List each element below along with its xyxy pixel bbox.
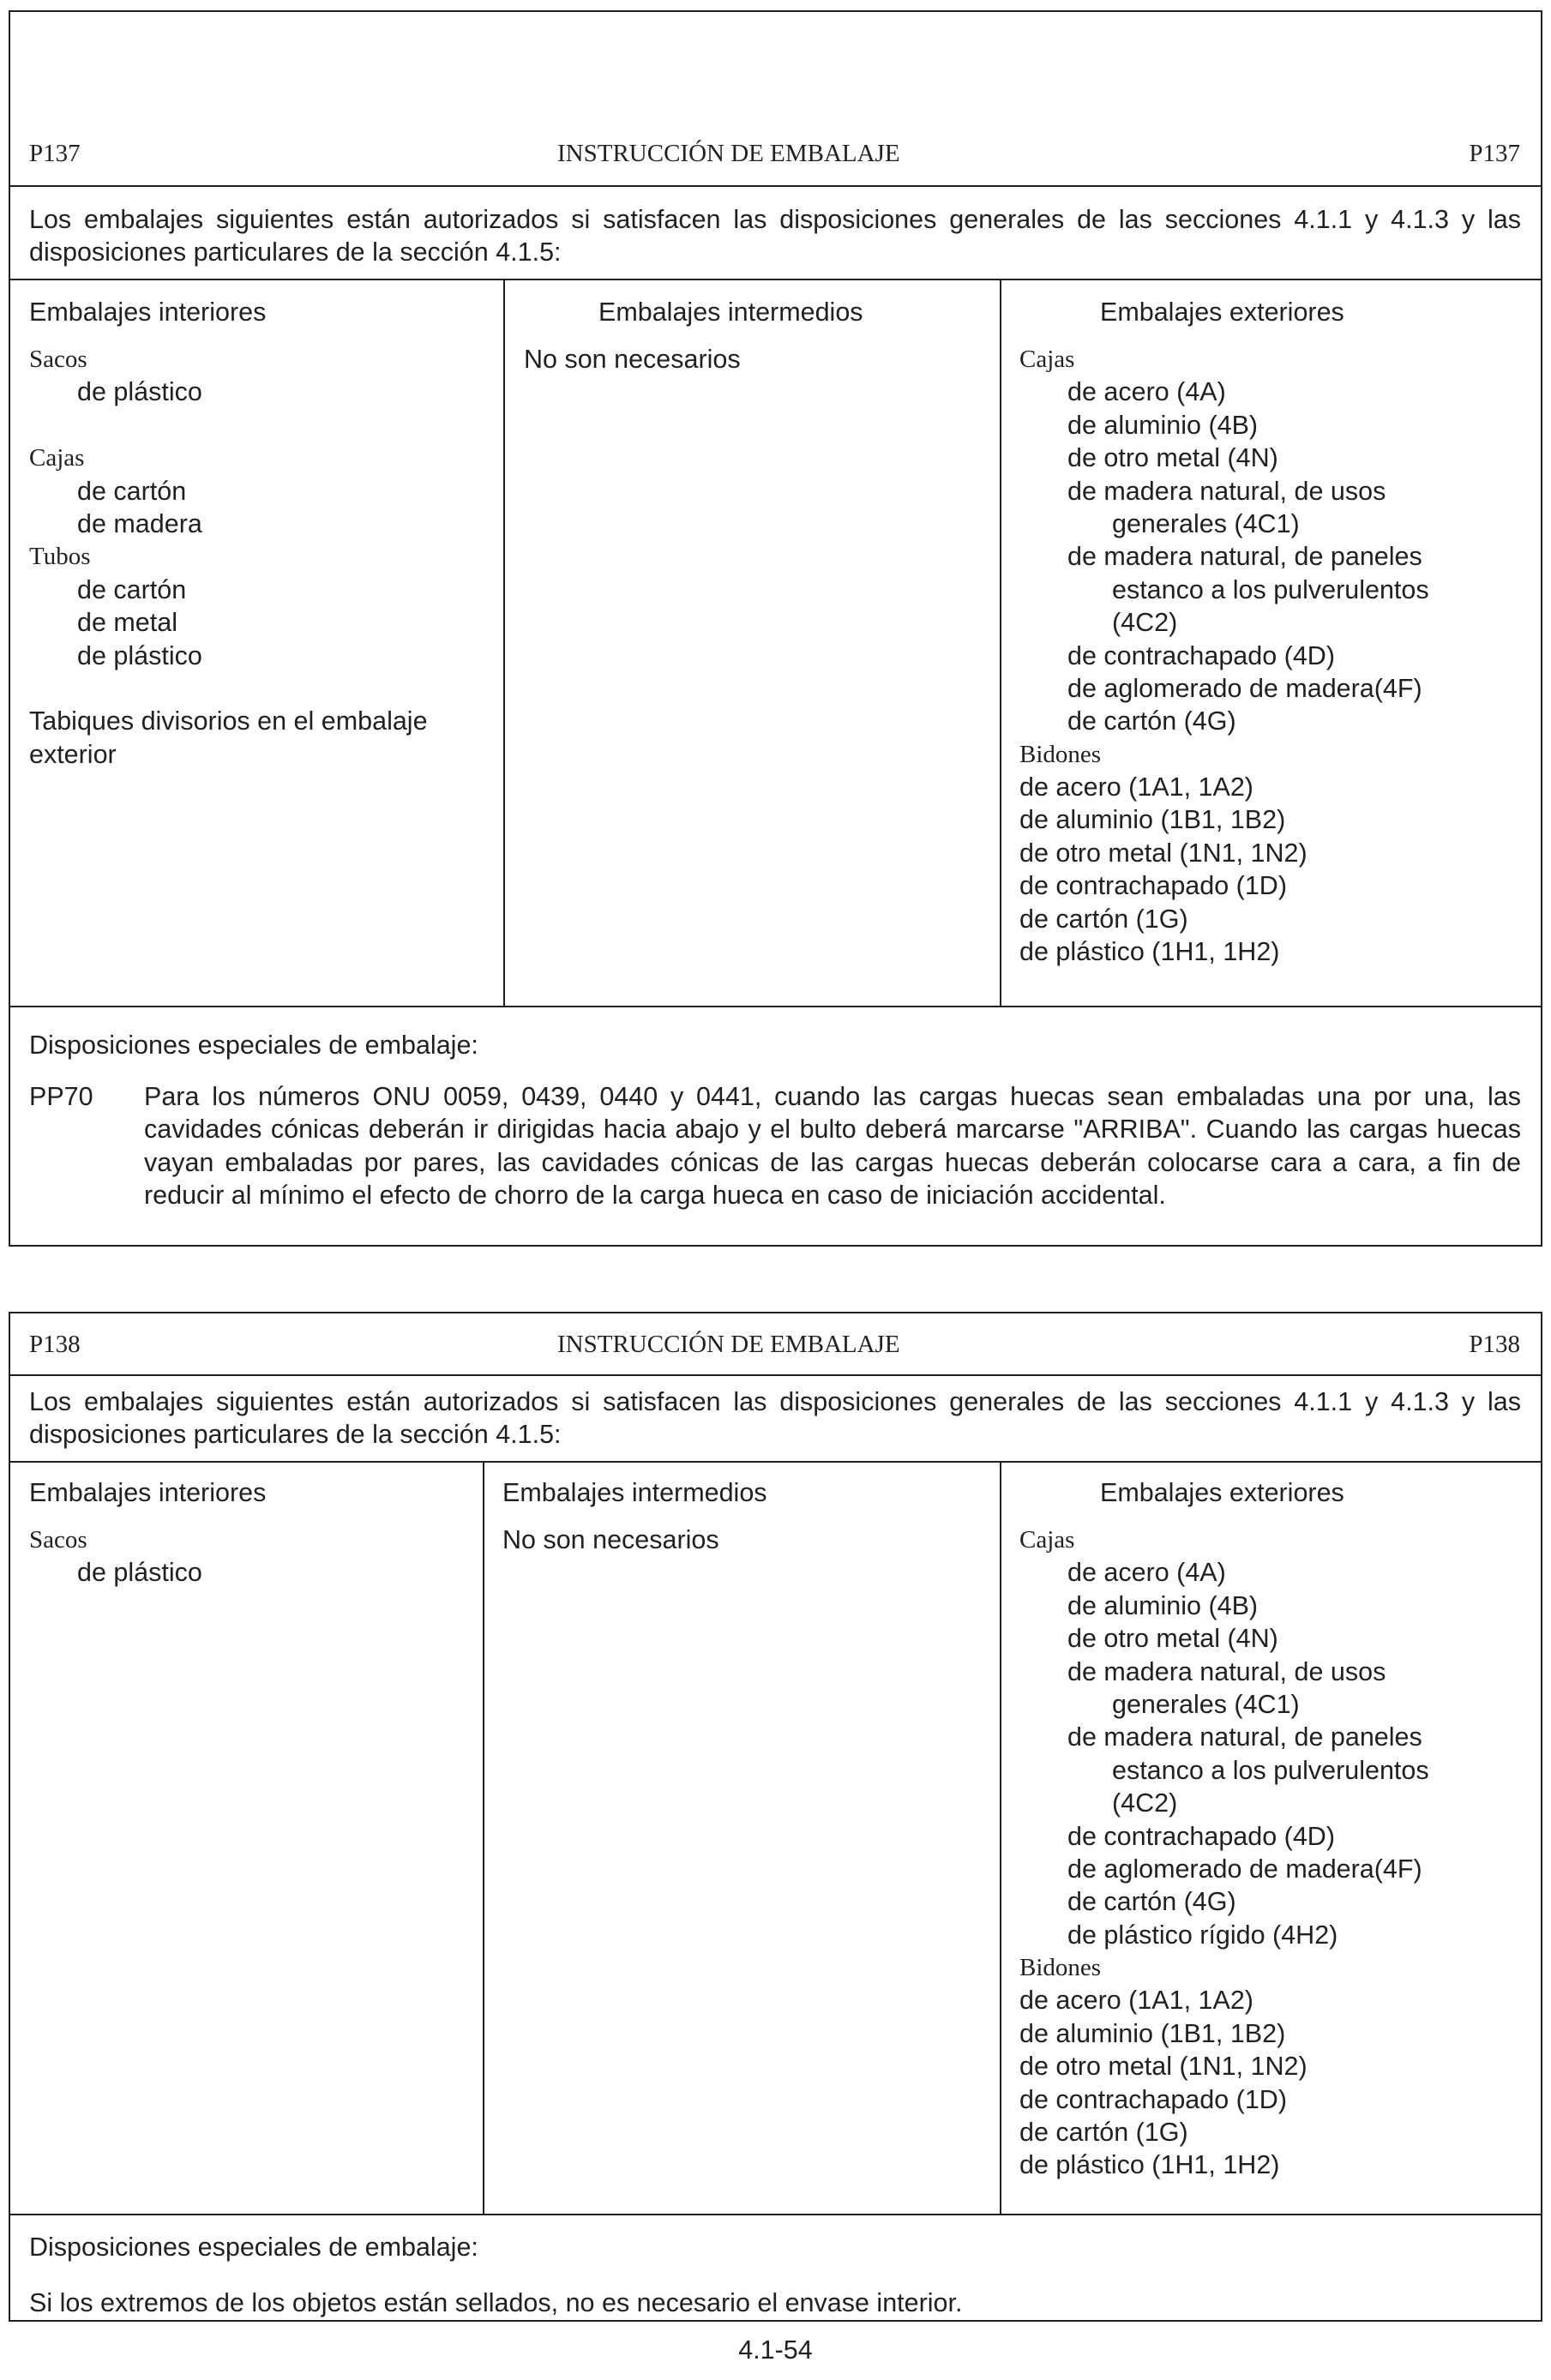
list-item: Sacos [29,1526,87,1554]
p138-special-text: Si los extremos de los objetos están sellados, no es necesario el envase interior. [29,2288,963,2317]
list-item: (4C2) [1112,1788,1178,1818]
list-item: de contrachapado (1D) [1019,2084,1287,2114]
list-item: de acero (4A) [1067,1558,1226,1588]
list-item: de acero (1A1, 1A2) [1019,772,1253,802]
list-item: Bidones [1019,1954,1102,1982]
list-item: de madera [77,508,202,538]
list-item: de acero (1A1, 1A2) [1019,1986,1253,2016]
list-item: de cartón [77,574,187,604]
p137-special-heading: Disposiciones especiales de embalaje: [29,1031,478,1060]
page-number: 4.1-54 [738,2335,813,2365]
list-item: generales (4C1) [1112,508,1300,538]
p138-inner-list [29,1524,202,1590]
list-item: de cartón (4G) [1067,1887,1236,1917]
p137-col-divider-2 [1000,279,1001,1006]
list-item: de aluminio (1B1, 1B2) [1019,805,1286,835]
p138-intro-rule [9,1461,1542,1463]
list-item: de plástico [77,1558,202,1588]
p138-header-inner: Embalajes interiores [29,1478,267,1507]
p138-title-rule [9,1374,1542,1376]
list-item: de madera natural, de usos [1067,476,1386,506]
p137-special-code: PP70 [29,1082,93,1111]
list-item: de contrachapado (1D) [1019,871,1287,901]
p138-top-border [9,1312,1542,1313]
list-item: Bidones [1019,740,1102,768]
list-item: de contrachapado (4D) [1067,640,1335,670]
p137-header-intermediate: Embalajes intermedios [598,298,863,327]
list-item: (4C2) [1112,608,1178,638]
list-item: Cajas [1019,346,1075,373]
p137-intro: Los embalajes siguientes están autorizados si satisfacen las disposiciones generales de las secciones 4.1.1 y 4.1.3 y las disposiciones particulares de la sección 4.1.5: [29,205,1521,267]
p137-header-inner: Embalajes interiores [29,298,267,327]
list-item: de metal [77,608,177,638]
p137-intro-rule [9,279,1542,280]
list-item: de aluminio (4B) [1067,1590,1259,1620]
list-item: Tubos [29,543,91,571]
p137-top-border [9,10,1542,12]
list-item: Tabiques divisorios en el embalaje [29,706,428,736]
p137-inner-list [29,343,428,771]
list-item: de acero (4A) [1067,377,1226,407]
list-item: exterior [29,739,117,769]
list-item: estanco a los pulverulentos [1112,1755,1429,1785]
p137-header-outer: Embalajes exteriores [1100,298,1344,327]
p137-outer-list [1019,343,1429,968]
p138-intermediate-value: No son necesarios [502,1525,719,1554]
p137-bottom-border [9,1245,1542,1247]
list-item: Cajas [1019,1526,1075,1554]
p138-special-heading: Disposiciones especiales de embalaje: [29,2233,478,2262]
list-item: generales (4C1) [1112,1689,1300,1719]
list-item: de plástico rígido (4H2) [1067,1920,1338,1950]
list-item: Cajas [29,444,85,472]
list-item: de otro metal (4N) [1067,443,1278,473]
list-item: de plástico [77,640,202,670]
p137-intermediate-value: No son necesarios [524,345,741,374]
p138-header-intermediate: Embalajes intermedios [502,1478,767,1507]
p137-title: INSTRUCCIÓN DE EMBALAJE [557,140,900,167]
list-item: de madera natural, de paneles [1067,1722,1422,1752]
p137-special-text: Para los números ONU 0059, 0439, 0440 y 0441, cuando las cargas huecas sean embaladas una por una, las cavidades cónicas deberán ir dirigidas hacia abajo y el bulto deberá marcarse "ARRIBA". Cuando las cargas huecas vayan embaladas por pares, las cavidades cónicas de las cargas huecas deberán colocarse cara a cara, a fin de reducir al mínimo el efecto de chorro de la carga hueca en caso de iniciación accidental. [144,1082,1521,1211]
p137-code-right: P137 [1469,140,1520,167]
p138-outer-list [1019,1524,1429,2182]
list-item: Sacos [29,346,87,373]
list-item: de otro metal (1N1, 1N2) [1019,2052,1308,2082]
list-item [29,409,428,442]
list-item: de cartón (1G) [1019,2118,1188,2148]
p138-bottom-border [9,2320,1542,2322]
p138-code-left: P138 [29,1331,81,1358]
list-item: de plástico (1H1, 1H2) [1019,2150,1280,2180]
p138-col-divider-2 [1000,1461,1001,2214]
p137-code-left: P137 [29,140,81,167]
p138-header-outer: Embalajes exteriores [1100,1478,1344,1507]
list-item: de plástico [77,377,202,407]
p137-col-divider-1 [503,279,505,1006]
p137-title-rule [9,185,1542,187]
list-item: de otro metal (1N1, 1N2) [1019,838,1308,868]
list-item: de aluminio (4B) [1067,410,1259,440]
list-item: de aglomerado de madera(4F) [1067,673,1422,703]
list-item: de aglomerado de madera(4F) [1067,1854,1422,1884]
list-item: de plástico (1H1, 1H2) [1019,937,1280,967]
p138-code-right: P138 [1469,1331,1520,1358]
list-item: de otro metal (4N) [1067,1624,1278,1654]
list-item: de cartón (4G) [1067,706,1236,736]
list-item: de contrachapado (4D) [1067,1821,1335,1851]
list-item: de cartón (1G) [1019,904,1188,934]
list-item: de madera natural, de usos [1067,1656,1386,1686]
p138-intro: Los embalajes siguientes están autorizados si satisfacen las disposiciones generales de las secciones 4.1.1 y 4.1.3 y las disposiciones particulares de la sección 4.1.5: [29,1387,1521,1450]
p138-col-divider-1 [483,1461,484,2214]
list-item: de cartón [77,476,187,506]
p138-title: INSTRUCCIÓN DE EMBALAJE [557,1331,900,1358]
list-item: estanco a los pulverulentos [1112,574,1429,604]
p138-table-rule [9,2214,1542,2215]
list-item: de madera natural, de paneles [1067,542,1422,572]
p137-table-rule [9,1006,1542,1007]
list-item: de aluminio (1B1, 1B2) [1019,2018,1286,2048]
list-item [29,672,428,705]
